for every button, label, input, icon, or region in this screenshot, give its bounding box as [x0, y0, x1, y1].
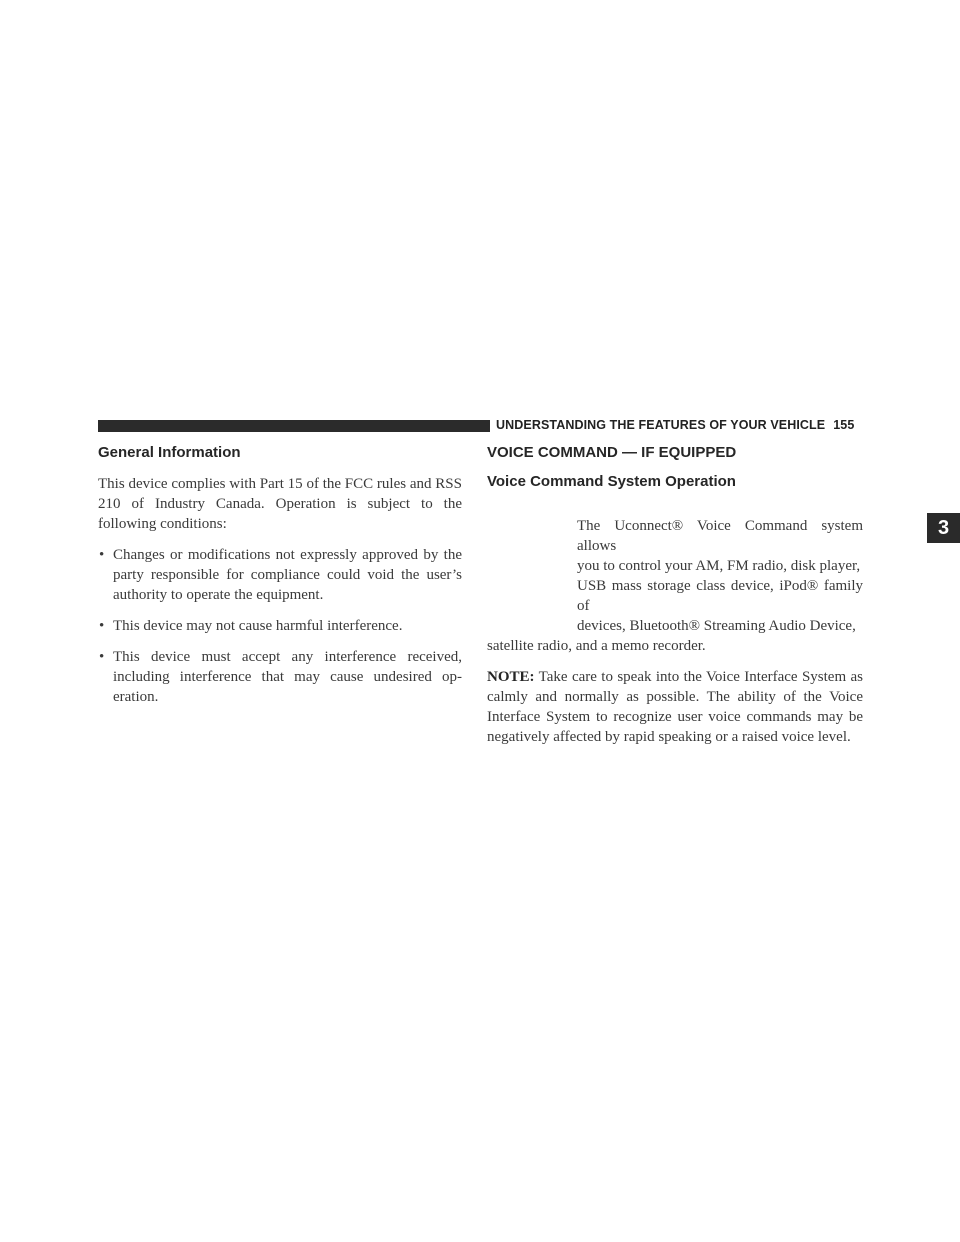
note-label: NOTE: — [487, 669, 535, 685]
list-item — [98, 647, 462, 707]
list-item — [98, 616, 462, 636]
voice-command-paragraph — [487, 516, 863, 656]
list-item — [98, 545, 462, 605]
paragraph-line: devices, Bluetooth® Streaming Audio Device, — [577, 618, 856, 634]
note-text: Take care to speak into the Voice Interface System as calmly and normally as possible. The ability of the Voice Interface System to recognize user voice commands may be negatively affected by rapid speaking or a raised voice level. — [487, 669, 863, 745]
bullet-glyph: • — [99, 618, 105, 634]
left-column — [98, 440, 462, 707]
fcc-intro-paragraph: This device complies with Part 15 of the FCC rules and RSS 210 of Industry Canada. Operation is subject to the following conditions: — [98, 476, 462, 532]
paragraph-line: satellite radio, and a memo recorder. — [487, 638, 706, 654]
note-paragraph — [487, 667, 863, 747]
paragraph-line: USB mass storage class device, iPod® family of — [577, 578, 863, 614]
bullet-glyph: • — [99, 649, 105, 665]
right-column — [487, 440, 863, 747]
paragraph-line: you to control your AM, FM radio, disk player, — [577, 558, 861, 574]
header-rule — [98, 420, 490, 432]
conditions-list — [98, 545, 462, 707]
voice-command-heading: VOICE COMMAND — IF EQUIPPED — [487, 444, 737, 461]
running-header — [496, 418, 854, 432]
chapter-tab: 3 — [927, 513, 960, 543]
running-header-title: UNDERSTANDING THE FEATURES OF YOUR VEHICLE — [496, 418, 826, 432]
list-item-text: This device must accept any interference received, including interference that may cause undesired op-eration. — [113, 649, 462, 705]
list-item-text: Changes or modifications not expressly approved by the party responsible for compliance could void the user’s authority to operate the equipment. — [113, 547, 462, 603]
voice-command-operation-subheading: Voice Command System Operation — [487, 473, 736, 490]
general-information-heading: General Information — [98, 444, 241, 461]
list-item-text: This device may not cause harmful interference. — [113, 618, 403, 634]
page-number: 155 — [833, 418, 855, 432]
bullet-glyph: • — [99, 547, 105, 563]
paragraph-line: The Uconnect® Voice Command system allows — [577, 518, 863, 554]
